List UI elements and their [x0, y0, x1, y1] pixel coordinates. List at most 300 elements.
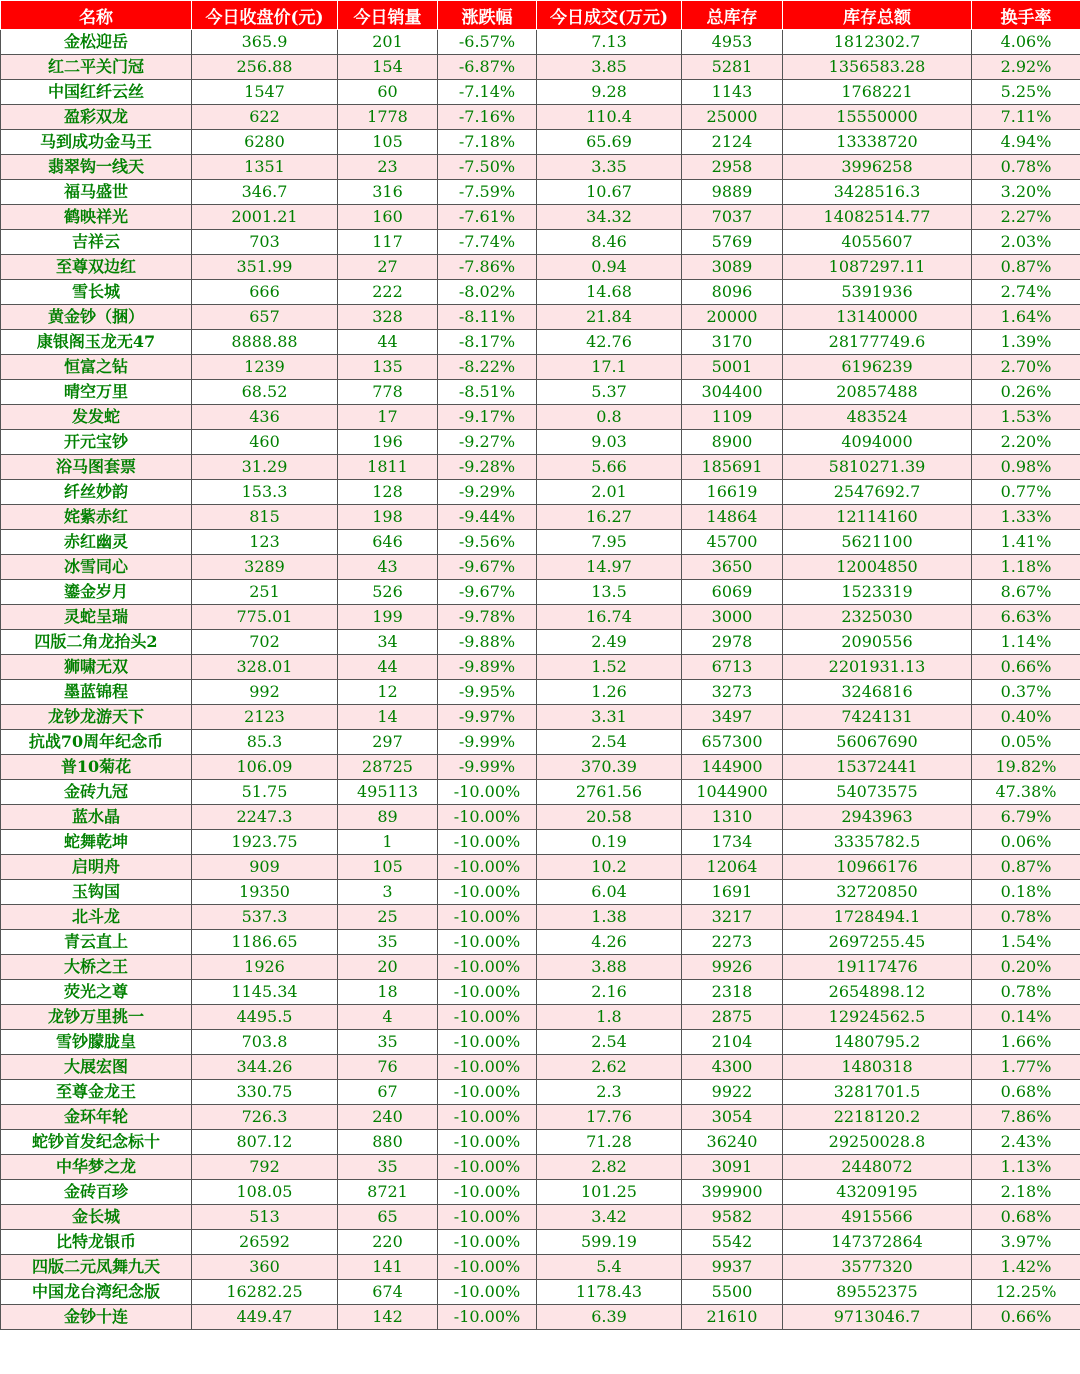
cell-stock-value: 2654898.12 — [783, 980, 972, 1005]
cell-name: 北斗龙 — [1, 905, 192, 930]
cell-change-percent: -10.00% — [438, 1130, 537, 1155]
table-row — [1, 980, 1080, 1005]
cell-stock-value: 1480795.2 — [783, 1030, 972, 1055]
cell-close-price: 1145.34 — [192, 980, 338, 1005]
header-turnover-rate: 换手率 — [972, 1, 1080, 30]
cell-total-stock: 9582 — [682, 1205, 783, 1230]
cell-name: 发发蛇 — [1, 405, 192, 430]
cell-change-percent: -7.74% — [438, 230, 537, 255]
cell-close-price: 807.12 — [192, 1130, 338, 1155]
cell-turnover-rate: 2.74% — [972, 280, 1080, 305]
cell-sales-volume: 105 — [338, 855, 438, 880]
cell-turnover-rate: 1.13% — [972, 1155, 1080, 1180]
table-row — [1, 1105, 1080, 1130]
cell-close-price: 31.29 — [192, 455, 338, 480]
cell-turnover-rate: 0.66% — [972, 1305, 1080, 1330]
cell-turnover-rate: 8.67% — [972, 580, 1080, 605]
cell-turnover-amount: 17.1 — [537, 355, 682, 380]
cell-name: 翡翠钩一线天 — [1, 155, 192, 180]
cell-turnover-amount: 8.46 — [537, 230, 682, 255]
cell-turnover-amount: 9.03 — [537, 430, 682, 455]
cell-close-price: 4495.5 — [192, 1005, 338, 1030]
cell-close-price: 702 — [192, 630, 338, 655]
cell-change-percent: -10.00% — [438, 855, 537, 880]
cell-close-price: 436 — [192, 405, 338, 430]
cell-total-stock: 3650 — [682, 555, 783, 580]
cell-sales-volume: 220 — [338, 1230, 438, 1255]
table-row — [1, 505, 1080, 530]
cell-close-price: 26592 — [192, 1230, 338, 1255]
cell-close-price: 365.9 — [192, 30, 338, 55]
cell-total-stock: 3273 — [682, 680, 783, 705]
cell-sales-volume: 154 — [338, 55, 438, 80]
cell-turnover-amount: 2.54 — [537, 730, 682, 755]
cell-total-stock: 5001 — [682, 355, 783, 380]
cell-stock-value: 32720850 — [783, 880, 972, 905]
table-row — [1, 880, 1080, 905]
cell-turnover-rate: 0.68% — [972, 1205, 1080, 1230]
cell-sales-volume: 778 — [338, 380, 438, 405]
cell-name: 至尊金龙王 — [1, 1080, 192, 1105]
cell-total-stock: 9937 — [682, 1255, 783, 1280]
table-body — [1, 30, 1080, 1330]
cell-turnover-rate: 6.63% — [972, 605, 1080, 630]
cell-stock-value: 2218120.2 — [783, 1105, 972, 1130]
cell-turnover-amount: 1.8 — [537, 1005, 682, 1030]
cell-turnover-rate: 7.86% — [972, 1105, 1080, 1130]
cell-total-stock: 144900 — [682, 755, 783, 780]
cell-turnover-rate: 2.43% — [972, 1130, 1080, 1155]
cell-turnover-rate: 7.11% — [972, 105, 1080, 130]
cell-turnover-rate: 2.20% — [972, 430, 1080, 455]
cell-sales-volume: 240 — [338, 1105, 438, 1130]
cell-total-stock: 20000 — [682, 305, 783, 330]
cell-change-percent: -8.17% — [438, 330, 537, 355]
table-row — [1, 480, 1080, 505]
cell-close-price: 1351 — [192, 155, 338, 180]
cell-sales-volume: 34 — [338, 630, 438, 655]
cell-name: 至尊双边红 — [1, 255, 192, 280]
cell-sales-volume: 880 — [338, 1130, 438, 1155]
table-row — [1, 80, 1080, 105]
cell-turnover-rate: 0.05% — [972, 730, 1080, 755]
cell-turnover-rate: 3.97% — [972, 1230, 1080, 1255]
cell-change-percent: -10.00% — [438, 805, 537, 830]
cell-sales-volume: 1811 — [338, 455, 438, 480]
cell-sales-volume: 198 — [338, 505, 438, 530]
cell-name: 黄金钞（捆） — [1, 305, 192, 330]
cell-close-price: 2123 — [192, 705, 338, 730]
cell-sales-volume: 76 — [338, 1055, 438, 1080]
cell-total-stock: 7037 — [682, 205, 783, 230]
cell-change-percent: -9.78% — [438, 605, 537, 630]
cell-turnover-amount: 3.85 — [537, 55, 682, 80]
cell-close-price: 153.3 — [192, 480, 338, 505]
cell-stock-value: 1087297.11 — [783, 255, 972, 280]
table-row — [1, 130, 1080, 155]
cell-sales-volume: 222 — [338, 280, 438, 305]
cell-total-stock: 2124 — [682, 130, 783, 155]
cell-stock-value: 7424131 — [783, 705, 972, 730]
cell-close-price: 657 — [192, 305, 338, 330]
cell-total-stock: 3170 — [682, 330, 783, 355]
cell-stock-value: 12114160 — [783, 505, 972, 530]
cell-sales-volume: 25 — [338, 905, 438, 930]
cell-close-price: 8888.88 — [192, 330, 338, 355]
cell-change-percent: -10.00% — [438, 1030, 537, 1055]
cell-change-percent: -7.50% — [438, 155, 537, 180]
table-row — [1, 330, 1080, 355]
cell-sales-volume: 674 — [338, 1280, 438, 1305]
cell-name: 墨蓝锦程 — [1, 680, 192, 705]
cell-close-price: 992 — [192, 680, 338, 705]
cell-total-stock: 8900 — [682, 430, 783, 455]
cell-total-stock: 21610 — [682, 1305, 783, 1330]
header-change-percent: 涨跌幅 — [438, 1, 537, 30]
cell-change-percent: -10.00% — [438, 905, 537, 930]
cell-name: 大桥之王 — [1, 955, 192, 980]
cell-close-price: 85.3 — [192, 730, 338, 755]
cell-name: 纤丝妙韵 — [1, 480, 192, 505]
cell-name: 蓝水晶 — [1, 805, 192, 830]
cell-stock-value: 3996258 — [783, 155, 972, 180]
cell-change-percent: -10.00% — [438, 1155, 537, 1180]
cell-sales-volume: 35 — [338, 1030, 438, 1055]
table-row — [1, 930, 1080, 955]
cell-sales-volume: 142 — [338, 1305, 438, 1330]
table-row — [1, 430, 1080, 455]
cell-close-price: 1547 — [192, 80, 338, 105]
cell-change-percent: -9.95% — [438, 680, 537, 705]
table-row — [1, 830, 1080, 855]
cell-change-percent: -10.00% — [438, 1205, 537, 1230]
cell-turnover-rate: 0.66% — [972, 655, 1080, 680]
cell-close-price: 1923.75 — [192, 830, 338, 855]
cell-total-stock: 25000 — [682, 105, 783, 130]
cell-sales-volume: 14 — [338, 705, 438, 730]
cell-sales-volume: 1778 — [338, 105, 438, 130]
cell-turnover-amount: 5.37 — [537, 380, 682, 405]
cell-total-stock: 36240 — [682, 1130, 783, 1155]
table-row — [1, 255, 1080, 280]
table-row — [1, 755, 1080, 780]
cell-turnover-amount: 3.88 — [537, 955, 682, 980]
table-row — [1, 1005, 1080, 1030]
cell-turnover-rate: 0.06% — [972, 830, 1080, 855]
cell-turnover-amount: 6.04 — [537, 880, 682, 905]
cell-name: 康银阁玉龙无47 — [1, 330, 192, 355]
cell-stock-value: 3246816 — [783, 680, 972, 705]
cell-turnover-rate: 0.87% — [972, 855, 1080, 880]
cell-name: 恒富之钻 — [1, 355, 192, 380]
cell-turnover-amount: 14.68 — [537, 280, 682, 305]
cell-total-stock: 12064 — [682, 855, 783, 880]
cell-name: 狮啸无双 — [1, 655, 192, 680]
cell-close-price: 815 — [192, 505, 338, 530]
cell-change-percent: -10.00% — [438, 880, 537, 905]
cell-change-percent: -9.44% — [438, 505, 537, 530]
cell-sales-volume: 1 — [338, 830, 438, 855]
cell-stock-value: 3281701.5 — [783, 1080, 972, 1105]
cell-stock-value: 14082514.77 — [783, 205, 972, 230]
cell-name: 龙钞龙游天下 — [1, 705, 192, 730]
cell-close-price: 449.47 — [192, 1305, 338, 1330]
cell-name: 荧光之尊 — [1, 980, 192, 1005]
cell-turnover-rate: 12.25% — [972, 1280, 1080, 1305]
cell-total-stock: 45700 — [682, 530, 783, 555]
cell-name: 灵蛇呈瑞 — [1, 605, 192, 630]
table-row — [1, 1205, 1080, 1230]
cell-sales-volume: 4 — [338, 1005, 438, 1030]
table-row — [1, 1030, 1080, 1055]
cell-sales-volume: 23 — [338, 155, 438, 180]
cell-change-percent: -10.00% — [438, 830, 537, 855]
cell-close-price: 123 — [192, 530, 338, 555]
cell-total-stock: 3091 — [682, 1155, 783, 1180]
cell-turnover-amount: 2.82 — [537, 1155, 682, 1180]
cell-turnover-rate: 2.27% — [972, 205, 1080, 230]
cell-name: 蛇舞乾坤 — [1, 830, 192, 855]
cell-turnover-amount: 1.38 — [537, 905, 682, 930]
cell-name: 四版二元凤舞九天 — [1, 1255, 192, 1280]
cell-turnover-amount: 1.26 — [537, 680, 682, 705]
cell-total-stock: 657300 — [682, 730, 783, 755]
cell-change-percent: -7.61% — [438, 205, 537, 230]
cell-name: 青云直上 — [1, 930, 192, 955]
cell-close-price: 1926 — [192, 955, 338, 980]
cell-change-percent: -7.18% — [438, 130, 537, 155]
cell-name: 金松迎岳 — [1, 30, 192, 55]
cell-total-stock: 8096 — [682, 280, 783, 305]
cell-turnover-rate: 3.20% — [972, 180, 1080, 205]
cell-close-price: 622 — [192, 105, 338, 130]
cell-total-stock: 1143 — [682, 80, 783, 105]
cell-change-percent: -9.17% — [438, 405, 537, 430]
cell-change-percent: -9.99% — [438, 730, 537, 755]
cell-name: 大展宏图 — [1, 1055, 192, 1080]
cell-close-price: 1186.65 — [192, 930, 338, 955]
cell-stock-value: 147372864 — [783, 1230, 972, 1255]
cell-stock-value: 56067690 — [783, 730, 972, 755]
table-row — [1, 1055, 1080, 1080]
cell-turnover-amount: 42.76 — [537, 330, 682, 355]
cell-change-percent: -8.51% — [438, 380, 537, 405]
cell-turnover-amount: 10.67 — [537, 180, 682, 205]
cell-turnover-amount: 2.54 — [537, 1030, 682, 1055]
cell-turnover-rate: 1.14% — [972, 630, 1080, 655]
cell-turnover-rate: 0.68% — [972, 1080, 1080, 1105]
cell-change-percent: -10.00% — [438, 1180, 537, 1205]
cell-stock-value: 9713046.7 — [783, 1305, 972, 1330]
cell-close-price: 513 — [192, 1205, 338, 1230]
cell-close-price: 726.3 — [192, 1105, 338, 1130]
cell-sales-volume: 201 — [338, 30, 438, 55]
cell-name: 鎏金岁月 — [1, 580, 192, 605]
cell-total-stock: 3497 — [682, 705, 783, 730]
cell-sales-volume: 646 — [338, 530, 438, 555]
cell-change-percent: -8.22% — [438, 355, 537, 380]
cell-change-percent: -6.57% — [438, 30, 537, 55]
cell-close-price: 792 — [192, 1155, 338, 1180]
cell-turnover-rate: 0.98% — [972, 455, 1080, 480]
table-row — [1, 905, 1080, 930]
cell-turnover-rate: 0.78% — [972, 155, 1080, 180]
cell-turnover-rate: 1.54% — [972, 930, 1080, 955]
cell-turnover-amount: 21.84 — [537, 305, 682, 330]
cell-total-stock: 3000 — [682, 605, 783, 630]
header-row — [1, 1, 1080, 30]
cell-name: 马到成功金马王 — [1, 130, 192, 155]
cell-name: 吉祥云 — [1, 230, 192, 255]
cell-name: 盈彩双龙 — [1, 105, 192, 130]
cell-name: 红二平关门冠 — [1, 55, 192, 80]
cell-sales-volume: 141 — [338, 1255, 438, 1280]
cell-change-percent: -10.00% — [438, 1230, 537, 1255]
cell-close-price: 19350 — [192, 880, 338, 905]
cell-sales-volume: 526 — [338, 580, 438, 605]
cell-total-stock: 3054 — [682, 1105, 783, 1130]
cell-turnover-rate: 0.26% — [972, 380, 1080, 405]
cell-turnover-rate: 1.41% — [972, 530, 1080, 555]
table-row — [1, 855, 1080, 880]
cell-name: 晴空万里 — [1, 380, 192, 405]
cell-turnover-rate: 0.14% — [972, 1005, 1080, 1030]
cell-sales-volume: 117 — [338, 230, 438, 255]
cell-stock-value: 5621100 — [783, 530, 972, 555]
cell-close-price: 703.8 — [192, 1030, 338, 1055]
cell-stock-value: 13140000 — [783, 305, 972, 330]
table-row — [1, 1280, 1080, 1305]
cell-turnover-amount: 14.97 — [537, 555, 682, 580]
cell-sales-volume: 3 — [338, 880, 438, 905]
cell-close-price: 251 — [192, 580, 338, 605]
cell-close-price: 537.3 — [192, 905, 338, 930]
cell-total-stock: 1734 — [682, 830, 783, 855]
cell-name: 金砖百珍 — [1, 1180, 192, 1205]
cell-turnover-amount: 5.66 — [537, 455, 682, 480]
cell-total-stock: 5281 — [682, 55, 783, 80]
cell-turnover-rate: 1.33% — [972, 505, 1080, 530]
header-total-stock: 总库存 — [682, 1, 783, 30]
cell-change-percent: -9.27% — [438, 430, 537, 455]
cell-turnover-amount: 16.27 — [537, 505, 682, 530]
cell-sales-volume: 105 — [338, 130, 438, 155]
cell-stock-value: 2547692.7 — [783, 480, 972, 505]
cell-turnover-amount: 101.25 — [537, 1180, 682, 1205]
cell-close-price: 2247.3 — [192, 805, 338, 830]
cell-turnover-amount: 2.16 — [537, 980, 682, 1005]
cell-change-percent: -10.00% — [438, 980, 537, 1005]
cell-change-percent: -10.00% — [438, 1005, 537, 1030]
cell-turnover-amount: 0.8 — [537, 405, 682, 430]
cell-turnover-amount: 0.94 — [537, 255, 682, 280]
table-row — [1, 205, 1080, 230]
cell-turnover-rate: 0.40% — [972, 705, 1080, 730]
cell-close-price: 775.01 — [192, 605, 338, 630]
cell-turnover-amount: 2761.56 — [537, 780, 682, 805]
header-stock-value: 库存总额 — [783, 1, 972, 30]
cell-sales-volume: 89 — [338, 805, 438, 830]
cell-turnover-rate: 4.94% — [972, 130, 1080, 155]
cell-stock-value: 1728494.1 — [783, 905, 972, 930]
table-row — [1, 805, 1080, 830]
cell-close-price: 51.75 — [192, 780, 338, 805]
cell-turnover-amount: 599.19 — [537, 1230, 682, 1255]
cell-turnover-rate: 1.64% — [972, 305, 1080, 330]
cell-close-price: 106.09 — [192, 755, 338, 780]
cell-turnover-rate: 2.18% — [972, 1180, 1080, 1205]
cell-turnover-amount: 110.4 — [537, 105, 682, 130]
cell-sales-volume: 12 — [338, 680, 438, 705]
cell-change-percent: -10.00% — [438, 1055, 537, 1080]
cell-turnover-rate: 0.78% — [972, 980, 1080, 1005]
cell-turnover-rate: 1.18% — [972, 555, 1080, 580]
cell-turnover-rate: 1.77% — [972, 1055, 1080, 1080]
cell-name: 开元宝钞 — [1, 430, 192, 455]
cell-turnover-amount: 3.31 — [537, 705, 682, 730]
cell-name: 中华梦之龙 — [1, 1155, 192, 1180]
cell-turnover-rate: 2.92% — [972, 55, 1080, 80]
table-row — [1, 730, 1080, 755]
cell-change-percent: -10.00% — [438, 1255, 537, 1280]
cell-stock-value: 12924562.5 — [783, 1005, 972, 1030]
cell-sales-volume: 28725 — [338, 755, 438, 780]
cell-stock-value: 4915566 — [783, 1205, 972, 1230]
table-row — [1, 1255, 1080, 1280]
cell-turnover-amount: 10.2 — [537, 855, 682, 880]
cell-turnover-rate: 19.82% — [972, 755, 1080, 780]
cell-close-price: 6280 — [192, 130, 338, 155]
cell-name: 玉钩国 — [1, 880, 192, 905]
cell-total-stock: 3089 — [682, 255, 783, 280]
cell-close-price: 1239 — [192, 355, 338, 380]
cell-turnover-amount: 4.26 — [537, 930, 682, 955]
cell-change-percent: -10.00% — [438, 1080, 537, 1105]
cell-turnover-amount: 5.4 — [537, 1255, 682, 1280]
cell-total-stock: 4300 — [682, 1055, 783, 1080]
cell-total-stock: 14864 — [682, 505, 783, 530]
cell-turnover-amount: 9.28 — [537, 80, 682, 105]
cell-change-percent: -10.00% — [438, 930, 537, 955]
cell-change-percent: -10.00% — [438, 1280, 537, 1305]
header-turnover-amount: 今日成交(万元) — [537, 1, 682, 30]
cell-close-price: 351.99 — [192, 255, 338, 280]
cell-total-stock: 2958 — [682, 155, 783, 180]
cell-turnover-amount: 65.69 — [537, 130, 682, 155]
table-row — [1, 105, 1080, 130]
cell-turnover-amount: 20.58 — [537, 805, 682, 830]
cell-sales-volume: 35 — [338, 1155, 438, 1180]
table-row — [1, 380, 1080, 405]
cell-turnover-rate: 47.38% — [972, 780, 1080, 805]
cell-stock-value: 15372441 — [783, 755, 972, 780]
cell-sales-volume: 18 — [338, 980, 438, 1005]
cell-total-stock: 1310 — [682, 805, 783, 830]
cell-change-percent: -7.86% — [438, 255, 537, 280]
cell-sales-volume: 43 — [338, 555, 438, 580]
cell-turnover-amount: 2.3 — [537, 1080, 682, 1105]
cell-sales-volume: 297 — [338, 730, 438, 755]
cell-sales-volume: 128 — [338, 480, 438, 505]
cell-name: 抗战70周年纪念币 — [1, 730, 192, 755]
cell-change-percent: -9.29% — [438, 480, 537, 505]
cell-stock-value: 6196239 — [783, 355, 972, 380]
cell-total-stock: 1691 — [682, 880, 783, 905]
cell-name: 四版二角龙抬头2 — [1, 630, 192, 655]
cell-change-percent: -9.89% — [438, 655, 537, 680]
cell-name: 中国龙台湾纪念版 — [1, 1280, 192, 1305]
cell-close-price: 330.75 — [192, 1080, 338, 1105]
